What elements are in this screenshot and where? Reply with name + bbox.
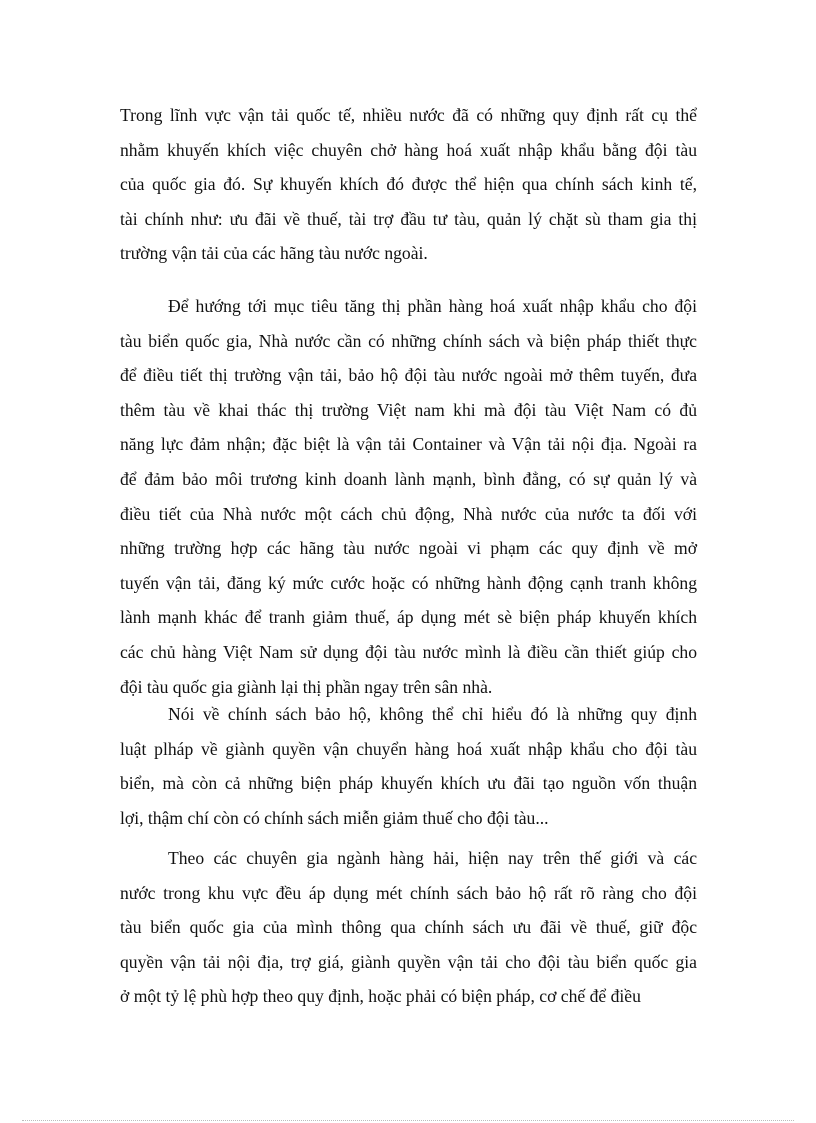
- text-line: Theo các chuyên gia ngành hàng hải, hiện nay trên thế giới và các: [168, 848, 697, 868]
- text-line: ở một tỷ lệ phù hợp theo quy định, hoặc phải có biện pháp, cơ chế để điều: [120, 986, 641, 1007]
- paragraph-4: [120, 841, 697, 1014]
- text-line: thêm tàu về khai thác thị trường Việt nam khi mà đội tàu Việt Nam có đủ: [120, 399, 697, 420]
- paragraph-2: [120, 289, 697, 704]
- text-line: của quốc gia đó. Sự khuyến khích đó được thể hiện qua chính sách kinh tế,: [120, 174, 697, 195]
- text-line: tàu biển quốc gia của mình thông qua chính sách ưu đãi về thuế, giữ độc: [120, 917, 697, 938]
- paragraph-3: [120, 697, 697, 835]
- text-line: để điều tiết thị trường vận tải, bảo hộ đội tàu nước ngoài mở thêm tuyến, đưa: [120, 365, 697, 386]
- text-line: luật plháp về giành quyền vận chuyển hàng hoá xuất nhập khẩu cho đội tàu: [120, 738, 697, 759]
- text-line: trường vận tải của các hãng tàu nước ngoài.: [120, 243, 428, 264]
- text-line: để đảm bảo môi trương kinh doanh lành mạnh, bình đẳng, có sự quản lý và: [120, 468, 697, 489]
- text-line: tài chính như: ưu đãi về thuế, tài trợ đầu tư tàu, quản lý chặt sù tham gia thị: [120, 208, 697, 229]
- text-line: nhằm khuyến khích việc chuyên chở hàng hoá xuất nhập khẩu bằng đội tàu: [120, 139, 697, 160]
- text-line: tàu biển quốc gia, Nhà nước cần có những chính sách và biện pháp thiết thực: [120, 330, 697, 351]
- text-line: nước trong khu vực đều áp dụng mét chính sách bảo hộ rất rõ ràng cho đội: [120, 882, 697, 903]
- text-line: lợi, thậm chí còn có chính sách miễn giảm thuế cho đội tàu...: [120, 807, 549, 828]
- paragraph-1: [120, 98, 697, 271]
- text-line: quyền vận tải nội địa, trợ giá, giành quyền vận tải cho đội tàu biển quốc gia: [120, 951, 697, 972]
- text-line: lành mạnh khác để tranh giảm thuế, áp dụng mét sè biện pháp khuyến khích: [120, 607, 697, 628]
- page-bottom-divider: [22, 1120, 794, 1121]
- text-line: đội tàu quốc gia giành lại thị phần ngay trên sân nhà.: [120, 676, 493, 697]
- text-line: Trong lĩnh vực vận tải quốc tế, nhiều nước đã có những quy định rất cụ thể: [120, 105, 697, 125]
- text-line: Nói về chính sách bảo hộ, không thể chỉ hiểu đó là những quy định: [168, 704, 697, 724]
- text-line: điều tiết của Nhà nước một cách chủ động, Nhà nước của nước ta đối với: [120, 503, 697, 524]
- text-line: Để hướng tới mục tiêu tăng thị phần hàng hoá xuất nhập khẩu cho đội: [168, 296, 697, 316]
- text-line: các chủ hàng Việt Nam sử dụng đội tàu nước mình là điều cần thiết giúp cho: [120, 641, 697, 662]
- text-line: biển, mà còn cả những biện pháp khuyến khích ưu đãi tạo nguồn vốn thuận: [120, 773, 697, 794]
- text-line: năng lực đảm nhận; đặc biệt là vận tải Container và Vận tải nội địa. Ngoài ra: [120, 434, 697, 455]
- text-line: tuyến vận tải, đăng ký mức cước hoặc có những hành động cạnh tranh không: [120, 572, 697, 593]
- text-line: những trường hợp các hãng tàu nước ngoài vi phạm các quy định về mở: [120, 538, 697, 559]
